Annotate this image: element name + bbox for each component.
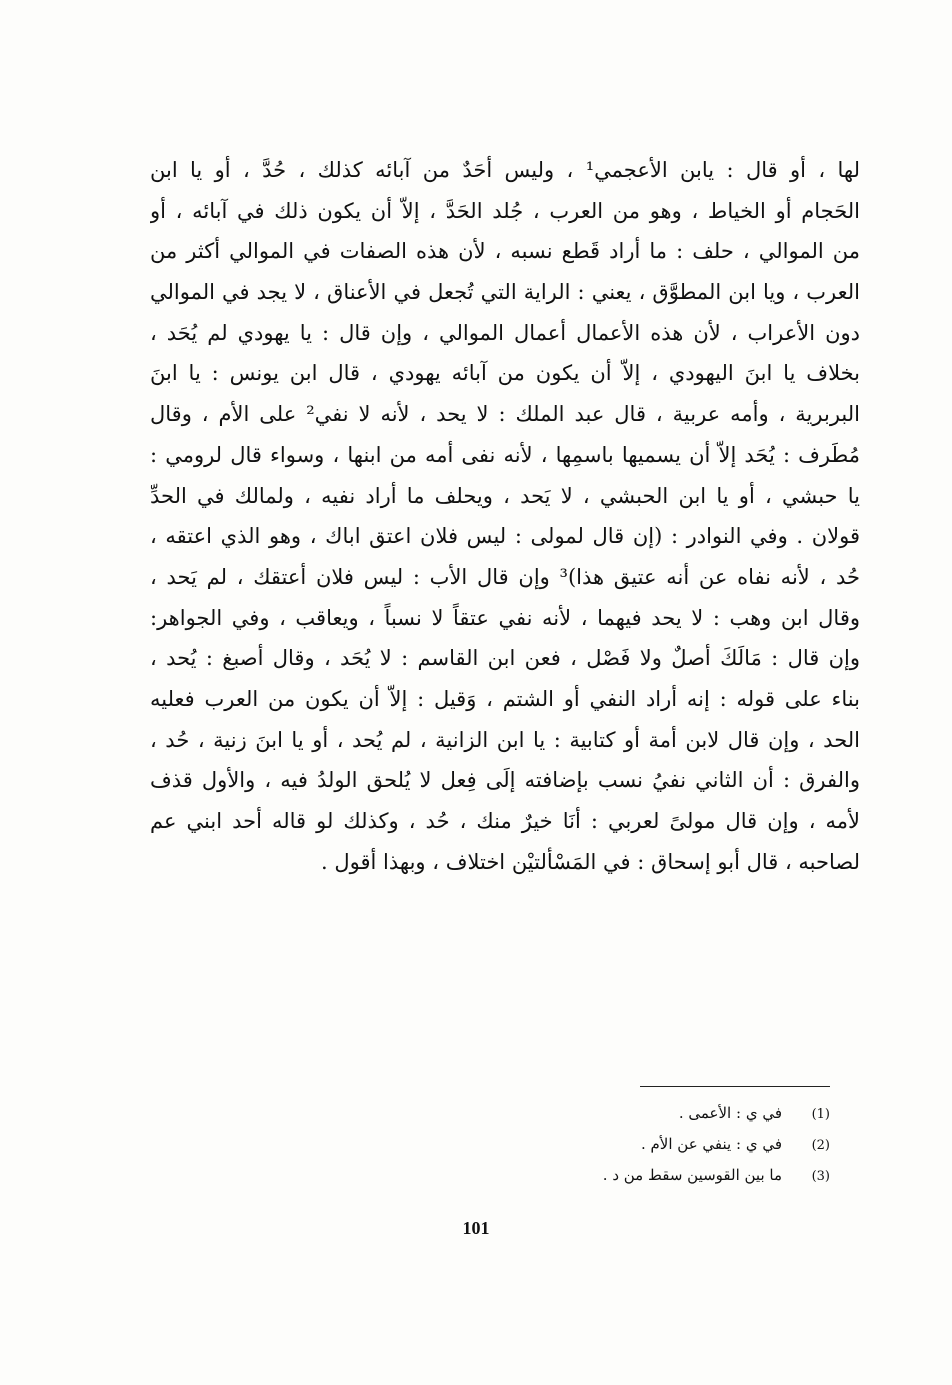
footnotes <box>330 1098 830 1191</box>
text-line: يا حبشي ، أو يا ابن الحبشي ، لا يَحد ، ويحلف ما أراد نفيه ، ولمالك في الحدِّ <box>150 483 860 508</box>
text-line: وإن قال : مَالَكَ أصلٌ ولا فَصْل ، فعن ابن القاسم : لا يُحَد ، وقال أصبغ : يُحد ، <box>150 646 860 671</box>
text-line: والفرق : أن الثاني نفيُ نسب بإضافته إلَى فِعل لا يُلحق الولدُ فيه ، والأول قذف <box>150 768 860 793</box>
footnote-number: (3) <box>811 1169 830 1184</box>
text-line: بخلاف يا ابنَ اليهودي ، إلاّ أن يكون من آبائه يهودي ، قال ابن يونس : يا ابنَ <box>150 361 860 386</box>
text-line: العرب ، ويا ابن المطوَّق ، يعني : الراية التي تُجعل في الأعناق ، لا يجد في الموالي <box>150 280 860 305</box>
text-line: وقال ابن وهب : لا يحد فيهما ، لأنه نفي عتقاً لا نسباً ، ويعاقب ، وفي الجواهر: <box>150 605 860 630</box>
text-line: بناء على قوله : إنه أراد النفي أو الشتم ، وَقيل : إلاّ أن يكون من العرب فعليه <box>150 686 860 711</box>
text-line: الحد ، وإن قال لابن أمة أو كتابية : يا ابن الزانية ، لم يُحد ، أو يا ابنَ زنية ، حُد ، <box>150 727 860 752</box>
text-line: حُد ، لأنه نفاه عن أنه عتيق هذا)³ وإن قال الأب : ليس فلان أعتقك ، لم يَحد ، <box>150 564 860 589</box>
text-line: مُطَرف : يُحَد إلاّ أن يسميها باسمِها ، لأنه نفى أمه من ابنها ، وسواء قال لرومي : <box>150 442 860 467</box>
text-line: دون الأعراب ، لأن هذه الأعمال أعمال الموالي ، وإن قال : يا يهودي لم يُحَد ، <box>150 320 860 345</box>
text-line: لأمه ، وإن قال مولىً لعربي : أنَا خيرٌ منك ، حُد ، وكذلك لو قاله أحد ابني عم <box>150 809 860 833</box>
text-line: قولان . وفي النوادر : (إن قال لمولى : ليس فلان اعتق اباك ، وهو الذي اعتقه ، <box>150 524 860 549</box>
footnote-item <box>330 1098 830 1129</box>
text-line: البربرية ، وأمه عربية ، قال عبد الملك : لا يحد ، لأنه لا نفي² على الأم ، وقال <box>150 402 860 427</box>
page-number: 101 <box>462 1218 490 1238</box>
text-line: من الموالي ، حلف : ما أراد قَطع نسبه ، لأن هذه الصفات في الموالي أكثر من <box>150 239 860 264</box>
text-line: لصاحبه ، قال أبو إسحاق : في المَسْألتيْن اختلاف ، وبهذا أقول . <box>321 849 860 874</box>
footnote-number: (2) <box>811 1138 830 1153</box>
text-line: الحَجام أو الخياط ، وهو من العرب ، جُلد الحَدَّ ، إلاّ أن يكون ذلك في آبائه ، أو <box>150 198 860 223</box>
main-text <box>150 150 860 882</box>
footnote-text: في ي : الأعمى . <box>678 1104 782 1122</box>
footnote-divider <box>640 1086 830 1087</box>
text-line: لها ، أو قال : يابن الأعجمي¹ ، وليس أحَدٌ من آبائه كذلك ، حُدَّ ، أو يا ابن <box>150 158 860 182</box>
footnote-item <box>330 1160 830 1191</box>
footnote-number: (1) <box>811 1107 830 1122</box>
footnote-text: ما بين القوسين سقط من د . <box>602 1166 782 1184</box>
footnote-text: في ي : ينفي عن الأم . <box>640 1135 782 1153</box>
footnote-item <box>330 1129 830 1160</box>
